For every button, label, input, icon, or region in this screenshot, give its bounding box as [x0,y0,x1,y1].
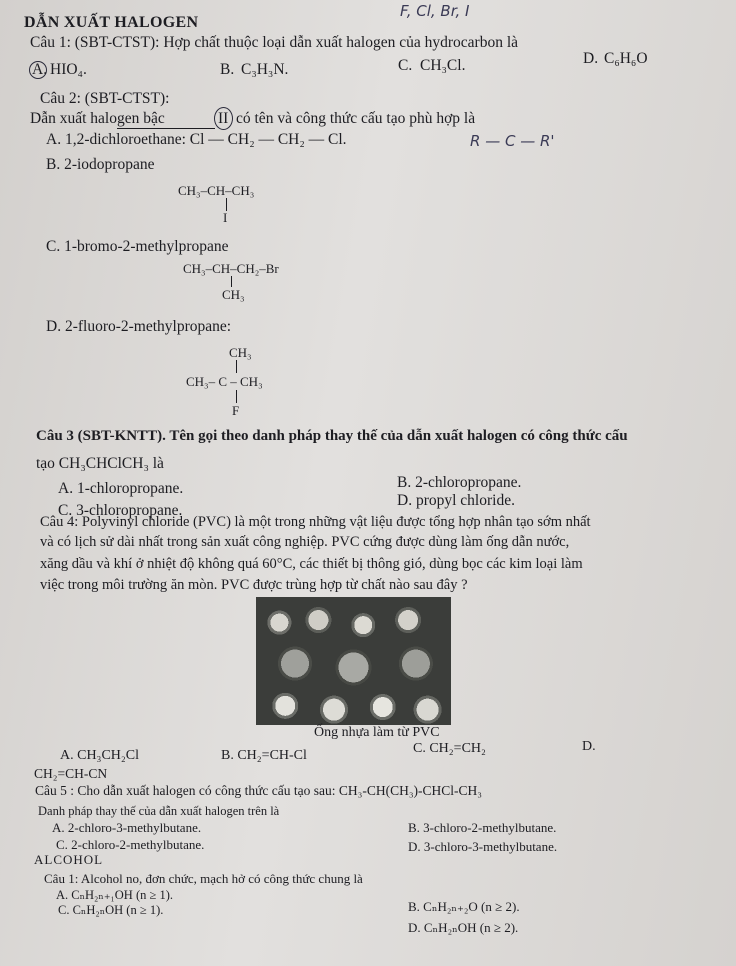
q5-stem-2: Danh pháp thay thế của dẫn xuất halogen trên là [38,804,280,818]
q5-stem-1: Câu 5 : Cho dẫn xuất halogen có công thức cấu tạo sau: CH₃-CH(CH₃)-CHCl-CH₃ [35,783,482,798]
q4-option-a: A. CH₃CH₂Cl [60,748,139,763]
handwritten-halogens: F, Cl, Br, I [400,2,470,20]
q2-c-bond [231,276,232,287]
q4-option-d: D. [582,739,596,754]
q3-stem-2: tạo CH₃CHClCH₃ là [36,455,164,472]
q1-option-d: C₆H₆O [604,50,648,67]
q2-c-substituent: CH₃ [222,287,245,302]
q2-d-substituent: F [232,403,240,418]
q3-stem-1: Câu 3 (SBT-KNTT). Tên gọi theo danh pháp thay thế của dẫn xuất halogen có công thức cấu [36,428,628,444]
q4-line-1: Câu 4: Polyvinyl chloride (PVC) là một trong những vật liệu được tổng hợp nhân tạo sớm nhất [40,514,591,530]
q5-option-b: B. 3-chloro-2-methylbutane. [408,820,557,835]
alcohol-heading: ALCOHOL [34,852,104,867]
alcohol-option-c: C. CₙH₂ₙOH (n ≥ 1). [58,903,164,917]
q2-option-d: D. 2-fluoro-2-methylpropane: [46,318,232,335]
q4-line-3: xăng dầu và khí ở nhiệt độ không quá 60°C, các thiết bị thông gió, dùng bọc các kim loại làm [40,556,583,572]
q5-option-a: A. 2-chloro-3-methylbutane. [52,820,202,835]
q2-option-b: B. 2-iodopropane [46,156,155,173]
q3-option-a: A. 1-chloropropane. [58,480,184,497]
q4-option-d-continued: CH₂=CH-CN [34,766,108,781]
q4-line-2: và có lịch sử dài nhất trong sản xuất công nghiệp. PVC cứng được dùng làm ống dẫn nước, [40,534,570,550]
q2-d-top: CH₃ [229,345,252,360]
alcohol-q1-stem: Câu 1: Alcohol no, đơn chức, mạch hở có công thức chung là [44,871,363,886]
q1-option-d-label: D. [583,50,599,67]
q1-option-c-label: C. [398,57,413,74]
q1-stem: Câu 1: (SBT-CTST): Hợp chất thuộc loại dẫn xuất halogen của hydrocarbon là [30,34,519,51]
q1-option-c: CH₃Cl. [420,57,466,74]
q1-option-b: C₃H₃N. [241,61,289,78]
handwritten-rcr: R — C — R' [470,132,555,150]
q4-option-b: B. CH₂=CH-Cl [221,748,307,763]
pvc-pipes-image [256,597,451,725]
q2-stem-pre: Dẫn xuất halogen bậc [30,110,165,127]
q5-option-c: C. 2-chloro-2-methylbutane. [56,837,205,852]
q1-option-a-label: A. [32,61,48,78]
q4-option-c: C. CH₂=CH₂ [413,741,486,756]
q2-degree-circle [214,107,233,130]
alcohol-option-d: D. CₙH₂ₙOH (n ≥ 2). [408,920,519,935]
alcohol-option-a: A. CₙH₂ₙ₊₁OH (n ≥ 1). [56,888,174,902]
q5-option-d: D. 3-chloro-3-methylbutane. [408,839,558,854]
q2-stem-post: có tên và công thức cấu tạo phù hợp là [236,110,476,127]
q2-b-substituent: I [223,210,228,225]
q3-option-d: D. propyl chloride. [397,492,515,509]
q2-stem-circled: II [218,110,229,127]
q2-title: Câu 2: (SBT-CTST): [40,90,170,107]
q4-image-caption: Ống nhựa làm từ PVC [314,725,440,740]
q2-d-formula: CH₃– C – CH₃ [186,374,263,389]
q2-b-formula: CH₃–CH–CH₃ [178,183,255,198]
q2-option-c: C. 1-bromo-2-methylpropane [46,238,229,255]
q2-underline [117,128,215,129]
alcohol-option-b: B. CₙH₂ₙ₊₂O (n ≥ 2). [408,899,520,914]
q2-d-bond-top [236,360,237,373]
q1-option-b-label: B. [220,61,235,78]
q3-option-c: C. 3-chloropropane. [58,502,183,519]
q2-d-bond-bottom [236,390,237,403]
q4-line-4: việc trong môi trường ăn mòn. PVC được trùng hợp từ chất nào sau đây ? [40,577,468,593]
q3-option-b: B. 2-chloropropane. [397,474,522,491]
q2-c-formula: CH₃–CH–CH₂–Br [183,261,279,276]
page-heading: DẪN XUẤT HALOGEN [24,14,199,31]
q2-option-a: A. 1,2-dichloroethane: Cl — CH₂ — CH₂ — Cl. [46,131,347,148]
q1-option-a: HIO₄. [50,61,87,78]
